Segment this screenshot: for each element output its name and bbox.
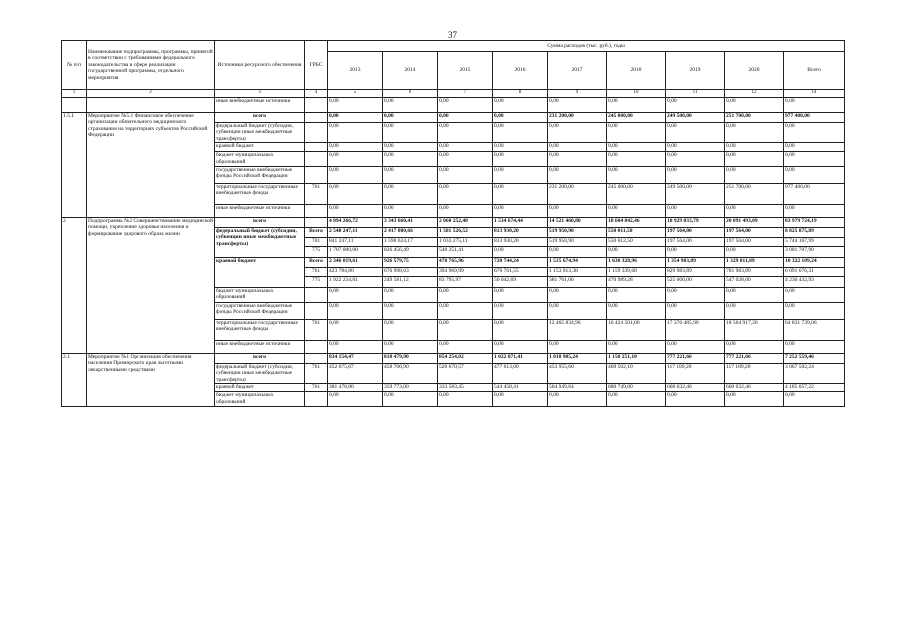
- amount-cell: 83 795,97: [438, 276, 493, 287]
- funding-source: всего: [215, 217, 305, 227]
- amount-cell: 0,00: [383, 302, 438, 319]
- grbs-code: 761: [305, 319, 328, 340]
- amount-cell: 660 032,46: [725, 384, 784, 392]
- amount-cell: 0,00: [725, 302, 784, 319]
- amount-cell: 0,00: [328, 166, 383, 183]
- amount-cell: 0,00: [607, 204, 666, 217]
- funding-source: иные внебюджетные источники: [215, 204, 305, 217]
- amount-cell: 1 329 011,89: [725, 257, 784, 267]
- amount-cell: 0,00: [438, 340, 493, 353]
- header-col-index: 7: [438, 90, 493, 98]
- funding-source: иные внебюджетные источники: [215, 340, 305, 353]
- grbs-code: [305, 152, 328, 166]
- amount-cell: 0,00: [383, 112, 438, 122]
- row-number: 2: [62, 217, 87, 353]
- amount-cell: 3 343 660,41: [383, 217, 438, 227]
- amount-cell: 0,00: [328, 97, 383, 112]
- amount-cell: 0,00: [328, 392, 383, 406]
- table-row: [62, 217, 845, 227]
- header-year: 2019: [666, 52, 725, 90]
- amount-cell: 1 922 234,81: [328, 276, 383, 287]
- header-col-index: 11: [666, 90, 725, 98]
- amount-cell: 0,00: [607, 122, 666, 143]
- header-year: 2016: [493, 52, 548, 90]
- amount-cell: 0,00: [383, 152, 438, 166]
- amount-cell: 829 983,89: [666, 267, 725, 276]
- amount-cell: 0,00: [784, 204, 845, 217]
- amount-cell: 0,00: [493, 302, 548, 319]
- amount-cell: 777 221,66: [666, 353, 725, 363]
- amount-cell: 1 153 913,38: [548, 267, 607, 276]
- amount-cell: 64 831 739,06: [784, 319, 845, 340]
- header-col-index: 8: [493, 90, 548, 98]
- amount-cell: 0,00: [784, 166, 845, 183]
- header-year: 2017: [548, 52, 607, 90]
- amount-cell: 0,00: [328, 183, 383, 204]
- amount-cell: 1 033 275,11: [438, 237, 493, 246]
- amount-cell: 477 613,00: [493, 363, 548, 384]
- amount-cell: 452 675,67: [328, 363, 383, 384]
- amount-cell: 8 825 875,89: [784, 227, 845, 237]
- grbs-code: [305, 302, 328, 319]
- amount-cell: 0,00: [784, 97, 845, 112]
- amount-cell: 18 604 842,46: [607, 217, 666, 227]
- amount-cell: 20 091 493,09: [725, 217, 784, 227]
- header-index-row: [62, 90, 845, 98]
- amount-cell: 83 979 724,19: [784, 217, 845, 227]
- funding-source: федеральный бюджет (субсидии, субвенции иные межбюджетные трансферты): [215, 122, 305, 143]
- header-col-index: 10: [607, 90, 666, 98]
- amount-cell: 520 670,57: [438, 363, 493, 384]
- amount-cell: 0,00: [607, 152, 666, 166]
- amount-cell: 0,00: [666, 204, 725, 217]
- amount-cell: 0,00: [607, 340, 666, 353]
- amount-cell: 0,00: [666, 143, 725, 152]
- funding-source: федеральный бюджет (субсидии, субвенции иные межбюджетные трансферты): [215, 227, 305, 257]
- amount-cell: 0,00: [493, 122, 548, 143]
- amount-cell: 0,00: [666, 166, 725, 183]
- amount-cell: 0,00: [607, 392, 666, 406]
- amount-cell: 0,00: [383, 183, 438, 204]
- amount-cell: 0,00: [438, 287, 493, 302]
- amount-cell: 0,00: [784, 122, 845, 143]
- amount-cell: 458 706,90: [383, 363, 438, 384]
- amount-cell: 469 502,10: [607, 363, 666, 384]
- funding-source: всего: [215, 112, 305, 122]
- amount-cell: 0,00: [784, 392, 845, 406]
- header-grbs: ГРБС: [305, 41, 328, 90]
- table-body: [62, 97, 845, 406]
- amount-cell: 0,00: [725, 392, 784, 406]
- amount-cell: 0,00: [666, 392, 725, 406]
- amount-cell: 0,00: [666, 287, 725, 302]
- amount-cell: 0,00: [438, 183, 493, 204]
- grbs-code: [305, 204, 328, 217]
- amount-cell: 197 564,00: [666, 237, 725, 246]
- amount-cell: 1 590 624,17: [383, 237, 438, 246]
- funding-source: бюджет муниципальных образований: [215, 392, 305, 406]
- amount-cell: 977 400,00: [784, 183, 845, 204]
- amount-cell: 0,00: [383, 122, 438, 143]
- header-col-index: 1: [62, 90, 87, 98]
- funding-source: краевой бюджет: [215, 257, 305, 287]
- amount-cell: 826 456,49: [383, 246, 438, 257]
- amount-cell: 818 479,90: [383, 353, 438, 363]
- amount-cell: 834 154,47: [328, 353, 383, 363]
- amount-cell: 977 400,00: [784, 112, 845, 122]
- amount-cell: 0,00: [548, 287, 607, 302]
- amount-cell: 0,00: [548, 122, 607, 143]
- amount-cell: 0,00: [725, 340, 784, 353]
- amount-cell: 0,00: [383, 166, 438, 183]
- amount-cell: 0,00: [607, 246, 666, 257]
- amount-cell: 4 185 057,22: [784, 384, 845, 392]
- amount-cell: 0,00: [383, 97, 438, 112]
- amount-cell: 0,00: [383, 287, 438, 302]
- header-col-index: 9: [548, 90, 607, 98]
- amount-cell: 251 700,00: [725, 183, 784, 204]
- amount-cell: 0,00: [493, 246, 548, 257]
- amount-cell: 0,00: [666, 122, 725, 143]
- row-title: Подпрограмма №2 Совершенствование медицинской помощи, укрепление здоровья населения и формирование здорового образа жизни: [87, 217, 215, 353]
- amount-cell: 197 564,00: [666, 227, 725, 237]
- grbs-code: [305, 340, 328, 353]
- amount-cell: 1 630 328,96: [607, 257, 666, 267]
- amount-cell: 231 200,00: [548, 183, 607, 204]
- amount-cell: 0,00: [784, 152, 845, 166]
- grbs-code: 761: [305, 237, 328, 246]
- header-col-index: 14: [784, 90, 845, 98]
- amount-cell: 0,00: [548, 97, 607, 112]
- amount-cell: 249 500,00: [666, 183, 725, 204]
- amount-cell: 2 060 252,48: [438, 217, 493, 227]
- amount-cell: 660 032,46: [666, 384, 725, 392]
- amount-cell: 0,00: [725, 246, 784, 257]
- amount-cell: 0,00: [438, 166, 493, 183]
- amount-cell: 813 930,20: [493, 237, 548, 246]
- funding-source: государственные внебюджетные фонды Российской Федерации: [215, 302, 305, 319]
- amount-cell: 197 564,00: [725, 227, 784, 237]
- header-year: 2020: [725, 52, 784, 90]
- header-num: № п/п: [62, 41, 87, 90]
- amount-cell: 0,00: [725, 287, 784, 302]
- amount-cell: 249 500,00: [666, 112, 725, 122]
- amount-cell: 381 761,06: [548, 276, 607, 287]
- header-sum: Сумма расходов (тыс. руб.), годы: [328, 41, 845, 52]
- grbs-code: [305, 112, 328, 122]
- amount-cell: 0,00: [607, 166, 666, 183]
- amount-cell: 0,00: [383, 319, 438, 340]
- grbs-code: Всего: [305, 257, 328, 267]
- grbs-code: 775: [305, 246, 328, 257]
- amount-cell: 0,00: [328, 319, 383, 340]
- amount-cell: 18 929 033,79: [666, 217, 725, 227]
- amount-cell: 394 969,99: [438, 267, 493, 276]
- funding-source: всего: [215, 353, 305, 363]
- amount-cell: 777 221,66: [725, 353, 784, 363]
- amount-cell: 0,00: [548, 143, 607, 152]
- amount-cell: 1 159 339,68: [607, 267, 666, 276]
- header-col-index: 3: [215, 90, 305, 98]
- amount-cell: 525 000,00: [666, 276, 725, 287]
- amount-cell: 0,00: [666, 97, 725, 112]
- amount-cell: 0,00: [548, 392, 607, 406]
- grbs-code: [305, 287, 328, 302]
- amount-cell: 926 579,75: [383, 257, 438, 267]
- amount-cell: 676 998,63: [383, 267, 438, 276]
- amount-cell: 519 950,90: [548, 227, 607, 237]
- amount-cell: 0,00: [493, 319, 548, 340]
- amount-cell: 3 081 707,90: [784, 246, 845, 257]
- grbs-code: 761: [305, 183, 328, 204]
- amount-cell: 0,00: [328, 302, 383, 319]
- amount-cell: 0,00: [438, 143, 493, 152]
- amount-cell: 0,00: [607, 97, 666, 112]
- funding-source: бюджет муниципальных образований: [215, 152, 305, 166]
- grbs-code: [305, 353, 328, 363]
- amount-cell: 0,00: [493, 152, 548, 166]
- table-row: [62, 353, 845, 363]
- grbs-code: 761: [305, 267, 328, 276]
- amount-cell: 0,00: [328, 152, 383, 166]
- funding-source: иные внебюджетные источники: [215, 97, 305, 112]
- row-title: Мероприятие №5.1 Финансовое обеспечение организации обязательного медицинского страхования на территориях субъектов Российской Федерации: [87, 112, 215, 217]
- page-number: 37: [448, 30, 457, 40]
- amount-cell: 0,00: [548, 152, 607, 166]
- amount-cell: 854 254,02: [438, 353, 493, 363]
- amount-cell: 12 465 834,96: [548, 319, 607, 340]
- header-source: Источники ресурсного обеспечения: [215, 41, 305, 90]
- amount-cell: 0,00: [493, 97, 548, 112]
- amount-cell: 550 011,50: [607, 227, 666, 237]
- amount-cell: 0,00: [607, 143, 666, 152]
- amount-cell: 781 983,89: [725, 267, 784, 276]
- amount-cell: 0,00: [438, 97, 493, 112]
- amount-cell: 0,00: [438, 302, 493, 319]
- amount-cell: 0,00: [548, 204, 607, 217]
- amount-cell: 0,00: [725, 204, 784, 217]
- amount-cell: 0,00: [493, 183, 548, 204]
- amount-cell: 0,00: [493, 287, 548, 302]
- amount-cell: 0,00: [493, 204, 548, 217]
- table-row: [62, 97, 845, 112]
- amount-cell: 720 744,24: [493, 257, 548, 267]
- amount-cell: 0,00: [493, 166, 548, 183]
- row-number: [62, 97, 87, 112]
- amount-cell: 6 091 676,31: [784, 267, 845, 276]
- amount-cell: 544 458,41: [493, 384, 548, 392]
- amount-cell: 423 784,80: [328, 267, 383, 276]
- amount-cell: 10 322 109,24: [784, 257, 845, 267]
- amount-cell: 0,00: [438, 152, 493, 166]
- grbs-code: [305, 122, 328, 143]
- amount-cell: 670 701,55: [493, 267, 548, 276]
- amount-cell: 18 564 917,20: [725, 319, 784, 340]
- amount-cell: 7 252 559,46: [784, 353, 845, 363]
- amount-cell: 0,00: [784, 287, 845, 302]
- amount-cell: 0,00: [548, 340, 607, 353]
- header-col-index: 4: [305, 90, 328, 98]
- amount-cell: 0,00: [493, 392, 548, 406]
- header-year: Всего: [784, 52, 845, 90]
- amount-cell: 2 346 019,61: [328, 257, 383, 267]
- amount-cell: 0,00: [784, 340, 845, 353]
- funding-source: федеральный бюджет (субсидии, субвенции иные межбюджетные трансферты): [215, 363, 305, 384]
- amount-cell: 547 028,00: [725, 276, 784, 287]
- amount-cell: 0,00: [438, 392, 493, 406]
- grbs-code: Всего: [305, 227, 328, 237]
- amount-cell: 117 189,20: [725, 363, 784, 384]
- amount-cell: 3 067 502,24: [784, 363, 845, 384]
- amount-cell: 0,00: [493, 112, 548, 122]
- funding-source: территориальные государственные внебюджетные фонды: [215, 319, 305, 340]
- amount-cell: 0,00: [438, 319, 493, 340]
- amount-cell: 16 424 501,00: [607, 319, 666, 340]
- amount-cell: 0,00: [607, 302, 666, 319]
- amount-cell: 50 042,69: [493, 276, 548, 287]
- amount-cell: 813 930,20: [493, 227, 548, 237]
- funding-source: государственные внебюджетные фонды Российской Федерации: [215, 166, 305, 183]
- row-number: 2.1: [62, 353, 87, 406]
- amount-cell: 17 376 485,90: [666, 319, 725, 340]
- grbs-code: [305, 166, 328, 183]
- amount-cell: 470 989,28: [607, 276, 666, 287]
- grbs-code: [305, 97, 328, 112]
- amount-cell: 14 521 460,80: [548, 217, 607, 227]
- amount-cell: 1 150 251,10: [607, 353, 666, 363]
- amount-cell: 381 478,80: [328, 384, 383, 392]
- amount-cell: 2 548 247,11: [328, 227, 383, 237]
- amount-cell: 519 950,90: [548, 237, 607, 246]
- amount-cell: 359 773,00: [383, 384, 438, 392]
- amount-cell: 0,00: [666, 246, 725, 257]
- amount-cell: 231 200,00: [548, 112, 607, 122]
- funding-source: краевой бюджет: [215, 143, 305, 152]
- header-year: 2018: [607, 52, 666, 90]
- header-year: 2015: [438, 52, 493, 90]
- amount-cell: 249 581,12: [383, 276, 438, 287]
- amount-cell: 117 189,20: [666, 363, 725, 384]
- funding-source: краевой бюджет: [215, 384, 305, 392]
- header-col-index: 2: [87, 90, 215, 98]
- amount-cell: 0,00: [383, 204, 438, 217]
- funding-source: бюджет муниципальных образований: [215, 287, 305, 302]
- amount-cell: 0,00: [784, 143, 845, 152]
- amount-cell: 2 417 080,66: [383, 227, 438, 237]
- amount-cell: 333 583,45: [438, 384, 493, 392]
- table-row: [62, 112, 845, 122]
- amount-cell: 0,00: [328, 122, 383, 143]
- grbs-code: [305, 217, 328, 227]
- amount-cell: 0,00: [383, 392, 438, 406]
- amount-cell: 1 354 983,89: [666, 257, 725, 267]
- header-col-index: 6: [383, 90, 438, 98]
- amount-cell: 1 534 674,44: [493, 217, 548, 227]
- amount-cell: 0,00: [493, 143, 548, 152]
- amount-cell: 0,00: [548, 166, 607, 183]
- funding-source: территориальные государственные внебюджетные фонды: [215, 183, 305, 204]
- amount-cell: 1 018 905,24: [548, 353, 607, 363]
- amount-cell: 0,00: [548, 246, 607, 257]
- amount-cell: 5 744 167,99: [784, 237, 845, 246]
- amount-cell: 564 949,64: [548, 384, 607, 392]
- amount-cell: 478 765,96: [438, 257, 493, 267]
- amount-cell: 197 564,00: [725, 237, 784, 246]
- amount-cell: 1 022 071,41: [493, 353, 548, 363]
- amount-cell: 0,00: [328, 112, 383, 122]
- amount-cell: 0,00: [328, 340, 383, 353]
- amount-cell: 0,00: [725, 166, 784, 183]
- row-title: Мероприятие №1 Организация обеспечения населения Приморского края льготными лекарственными средствами: [87, 353, 215, 406]
- amount-cell: 0,00: [725, 152, 784, 166]
- amount-cell: 0,00: [438, 112, 493, 122]
- amount-cell: 0,00: [328, 143, 383, 152]
- amount-cell: 245 000,00: [607, 183, 666, 204]
- amount-cell: 0,00: [493, 340, 548, 353]
- amount-cell: 453 955,60: [548, 363, 607, 384]
- amount-cell: 0,00: [438, 122, 493, 143]
- header-col-index: 5: [328, 90, 383, 98]
- amount-cell: 251 700,00: [725, 112, 784, 122]
- budget-table: [61, 40, 845, 407]
- amount-cell: 0,00: [666, 302, 725, 319]
- header-name: Наименование подпрограммы, программы, принятой в соответствии с требованиями федерального законодательства в сфере реализации государственной программы, отдельного мероприятия: [87, 41, 215, 90]
- amount-cell: 4 894 266,72: [328, 217, 383, 227]
- amount-cell: 680 749,00: [607, 384, 666, 392]
- amount-cell: 548 251,41: [438, 246, 493, 257]
- amount-cell: 550 012,50: [607, 237, 666, 246]
- amount-cell: 0,00: [666, 340, 725, 353]
- amount-cell: 0,00: [383, 340, 438, 353]
- amount-cell: 0,00: [725, 143, 784, 152]
- grbs-code: 775: [305, 276, 328, 287]
- amount-cell: 0,00: [328, 287, 383, 302]
- grbs-code: 761: [305, 384, 328, 392]
- amount-cell: 841 247,11: [328, 237, 383, 246]
- amount-cell: 1 581 526,52: [438, 227, 493, 237]
- amount-cell: 4 230 432,93: [784, 276, 845, 287]
- row-number: 1.5.1: [62, 112, 87, 217]
- amount-cell: 0,00: [725, 97, 784, 112]
- amount-cell: 0,00: [607, 287, 666, 302]
- amount-cell: 0,00: [328, 204, 383, 217]
- amount-cell: 0,00: [438, 204, 493, 217]
- amount-cell: 1 707 000,00: [328, 246, 383, 257]
- header-year: 2013: [328, 52, 383, 90]
- amount-cell: 0,00: [383, 143, 438, 152]
- amount-cell: 0,00: [725, 122, 784, 143]
- grbs-code: 761: [305, 363, 328, 384]
- header-col-index: 12: [725, 90, 784, 98]
- header-year: 2014: [383, 52, 438, 90]
- grbs-code: [305, 143, 328, 152]
- amount-cell: 1 535 674,94: [548, 257, 607, 267]
- row-title: [87, 97, 215, 112]
- amount-cell: 245 000,00: [607, 112, 666, 122]
- grbs-code: [305, 392, 328, 406]
- amount-cell: 0,00: [784, 302, 845, 319]
- amount-cell: 0,00: [666, 152, 725, 166]
- amount-cell: 0,00: [548, 302, 607, 319]
